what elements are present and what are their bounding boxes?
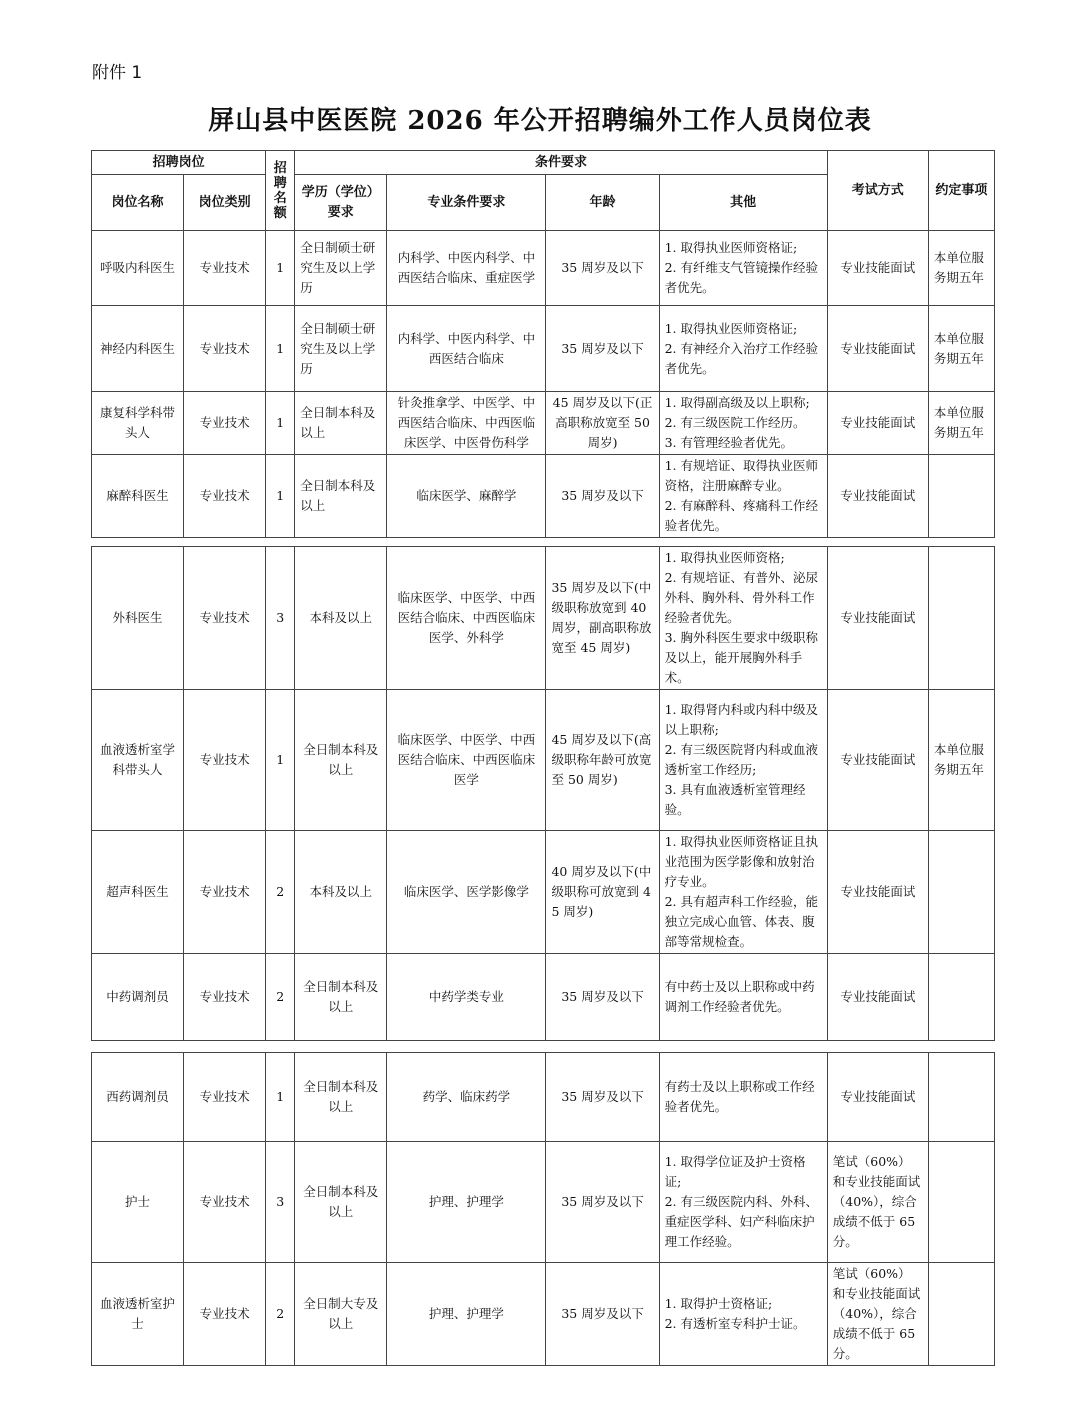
table-row <box>92 306 995 392</box>
cell-quota: 1 <box>266 1053 295 1142</box>
cell-quota: 3 <box>266 1142 295 1263</box>
table-row <box>92 392 995 455</box>
cell-name: 康复科学科带头人 <box>92 392 184 455</box>
cell-category: 专业技术 <box>184 1263 266 1366</box>
table-row <box>92 547 995 690</box>
cell-agreement <box>928 954 994 1041</box>
cell-major: 护理、护理学 <box>387 1263 546 1366</box>
cell-education: 全日制本科及以上 <box>295 1142 387 1263</box>
cell-age: 35 周岁及以下 <box>546 954 659 1041</box>
header-category: 岗位类别 <box>184 175 266 231</box>
cell-age: 40 周岁及以下(中级职称可放宽到 45 周岁) <box>546 831 659 954</box>
header-position-group: 招聘岗位 <box>92 151 266 175</box>
positions-table-part-1 <box>91 150 995 538</box>
cell-exam: 专业技能面试 <box>827 690 928 831</box>
cell-name: 血液透析室护士 <box>92 1263 184 1366</box>
cell-quota: 1 <box>266 690 295 831</box>
cell-education: 全日制硕士研究生及以上学历 <box>295 306 387 392</box>
header-conditions: 条件要求 <box>295 151 828 175</box>
cell-agreement: 本单位服务期五年 <box>928 392 994 455</box>
table-row <box>92 1142 995 1263</box>
cell-category: 专业技术 <box>184 690 266 831</box>
table-row <box>92 231 995 306</box>
header-quota: 招聘名额 <box>266 151 295 231</box>
header-major: 专业条件要求 <box>387 175 546 231</box>
cell-education: 全日制本科及以上 <box>295 455 387 538</box>
cell-exam: 专业技能面试 <box>827 306 928 392</box>
cell-other: 1. 取得学位证及护士资格证; 2. 有三级医院内科、外科、重症医学科、妇产科临床护理工作经验。 <box>659 1142 827 1263</box>
header-name: 岗位名称 <box>92 175 184 231</box>
cell-major: 药学、临床药学 <box>387 1053 546 1142</box>
cell-major: 中药学类专业 <box>387 954 546 1041</box>
cell-education: 本科及以上 <box>295 831 387 954</box>
cell-age: 35 周岁及以下(中级职称放宽到 40 周岁，副高职称放宽至 45 周岁) <box>546 547 659 690</box>
cell-agreement: 本单位服务期五年 <box>928 690 994 831</box>
cell-other: 1. 取得执业医师资格证; 2. 有纤维支气管镜操作经验者优先。 <box>659 231 827 306</box>
page-title: 屏山县中医医院 2026 年公开招聘编外工作人员岗位表 <box>208 106 872 136</box>
cell-quota: 1 <box>266 306 295 392</box>
cell-agreement: 本单位服务期五年 <box>928 231 994 306</box>
cell-exam: 笔试（60%）和专业技能面试（40%），综合成绩不低于 65 分。 <box>827 1142 928 1263</box>
cell-age: 45 周岁及以下(正高职称放宽至 50 周岁) <box>546 392 659 455</box>
cell-other: 有中药士及以上职称或中药调剂工作经验者优先。 <box>659 954 827 1041</box>
cell-agreement: 本单位服务期五年 <box>928 306 994 392</box>
table-row <box>92 690 995 831</box>
cell-exam: 专业技能面试 <box>827 547 928 690</box>
cell-quota: 2 <box>266 1263 295 1366</box>
cell-name: 神经内科医生 <box>92 306 184 392</box>
positions-table-part-3 <box>91 1052 995 1366</box>
cell-category: 专业技术 <box>184 231 266 306</box>
cell-other: 1. 取得副高级及以上职称; 2. 有三级医院工作经历。 3. 有管理经验者优先。 <box>659 392 827 455</box>
cell-agreement <box>928 1053 994 1142</box>
cell-other: 有药士及以上职称或工作经验者优先。 <box>659 1053 827 1142</box>
cell-agreement <box>928 831 994 954</box>
cell-quota: 1 <box>266 392 295 455</box>
table-row <box>92 1053 995 1142</box>
attachment-label: 附件 1 <box>92 63 143 83</box>
cell-age: 35 周岁及以下 <box>546 455 659 538</box>
cell-name: 西药调剂员 <box>92 1053 184 1142</box>
positions-table-part-2 <box>91 546 995 1041</box>
cell-major: 临床医学、中医学、中西医结合临床、中西医临床医学 <box>387 690 546 831</box>
cell-name: 外科医生 <box>92 547 184 690</box>
table-row <box>92 1263 995 1366</box>
cell-exam: 专业技能面试 <box>827 831 928 954</box>
cell-education: 全日制本科及以上 <box>295 1053 387 1142</box>
cell-age: 45 周岁及以下(高级职称年龄可放宽至 50 周岁) <box>546 690 659 831</box>
cell-agreement <box>928 455 994 538</box>
cell-major: 临床医学、医学影像学 <box>387 831 546 954</box>
table-row <box>92 455 995 538</box>
cell-age: 35 周岁及以下 <box>546 1142 659 1263</box>
cell-other: 1. 取得护士资格证; 2. 有透析室专科护士证。 <box>659 1263 827 1366</box>
header-agreement: 约定事项 <box>928 151 994 231</box>
cell-major: 内科学、中医内科学、中西医结合临床、重症医学 <box>387 231 546 306</box>
cell-category: 专业技术 <box>184 831 266 954</box>
cell-category: 专业技术 <box>184 306 266 392</box>
cell-category: 专业技术 <box>184 547 266 690</box>
cell-name: 麻醉科医生 <box>92 455 184 538</box>
table-row <box>92 954 995 1041</box>
cell-education: 本科及以上 <box>295 547 387 690</box>
cell-category: 专业技术 <box>184 954 266 1041</box>
cell-education: 全日制本科及以上 <box>295 954 387 1041</box>
cell-other: 1. 取得执业医师资格证且执业范围为医学影像和放射治疗专业。 2. 具有超声科工作经验，能独立完成心血管、体表、腹部等常规检查。 <box>659 831 827 954</box>
cell-quota: 1 <box>266 231 295 306</box>
cell-agreement <box>928 547 994 690</box>
cell-major: 临床医学、中医学、中西医结合临床、中西医临床医学、外科学 <box>387 547 546 690</box>
cell-major: 护理、护理学 <box>387 1142 546 1263</box>
cell-other: 1. 取得执业医师资格证; 2. 有神经介入治疗工作经验者优先。 <box>659 306 827 392</box>
cell-exam: 专业技能面试 <box>827 954 928 1041</box>
cell-age: 35 周岁及以下 <box>546 306 659 392</box>
cell-exam: 笔试（60%）和专业技能面试（40%），综合成绩不低于 65 分。 <box>827 1263 928 1366</box>
cell-category: 专业技术 <box>184 1142 266 1263</box>
cell-age: 35 周岁及以下 <box>546 1263 659 1366</box>
cell-name: 超声科医生 <box>92 831 184 954</box>
cell-category: 专业技术 <box>184 392 266 455</box>
cell-education: 全日制硕士研究生及以上学历 <box>295 231 387 306</box>
cell-exam: 专业技能面试 <box>827 455 928 538</box>
cell-major: 临床医学、麻醉学 <box>387 455 546 538</box>
header-age: 年龄 <box>546 175 659 231</box>
cell-name: 呼吸内科医生 <box>92 231 184 306</box>
cell-education: 全日制大专及以上 <box>295 1263 387 1366</box>
cell-agreement <box>928 1142 994 1263</box>
cell-exam: 专业技能面试 <box>827 392 928 455</box>
cell-exam: 专业技能面试 <box>827 1053 928 1142</box>
header-other: 其他 <box>659 175 827 231</box>
cell-major: 针灸推拿学、中医学、中西医结合临床、中西医临床医学、中医骨伤科学 <box>387 392 546 455</box>
cell-category: 专业技术 <box>184 1053 266 1142</box>
cell-other: 1. 取得执业医师资格; 2. 有规培证、有普外、泌尿外科、胸外科、骨外科工作经验者优先。 3. 胸外科医生要求中级职称及以上，能开展胸外科手术。 <box>659 547 827 690</box>
cell-age: 35 周岁及以下 <box>546 231 659 306</box>
cell-education: 全日制本科及以上 <box>295 392 387 455</box>
cell-quota: 2 <box>266 954 295 1041</box>
cell-age: 35 周岁及以下 <box>546 1053 659 1142</box>
cell-name: 血液透析室学科带头人 <box>92 690 184 831</box>
cell-exam: 专业技能面试 <box>827 231 928 306</box>
table-row <box>92 831 995 954</box>
cell-quota: 1 <box>266 455 295 538</box>
cell-category: 专业技术 <box>184 455 266 538</box>
header-exam: 考试方式 <box>827 151 928 231</box>
cell-education: 全日制本科及以上 <box>295 690 387 831</box>
cell-name: 护士 <box>92 1142 184 1263</box>
cell-other: 1. 有规培证、取得执业医师资格，注册麻醉专业。 2. 有麻醉科、疼痛科工作经验者优先。 <box>659 455 827 538</box>
cell-major: 内科学、中医内科学、中西医结合临床 <box>387 306 546 392</box>
cell-agreement <box>928 1263 994 1366</box>
cell-other: 1. 取得肾内科或内科中级及以上职称; 2. 有三级医院肾内科或血液透析室工作经历; 3. 具有血液透析室管理经验。 <box>659 690 827 831</box>
cell-quota: 3 <box>266 547 295 690</box>
cell-quota: 2 <box>266 831 295 954</box>
header-education: 学历（学位）要求 <box>295 175 387 231</box>
cell-name: 中药调剂员 <box>92 954 184 1041</box>
